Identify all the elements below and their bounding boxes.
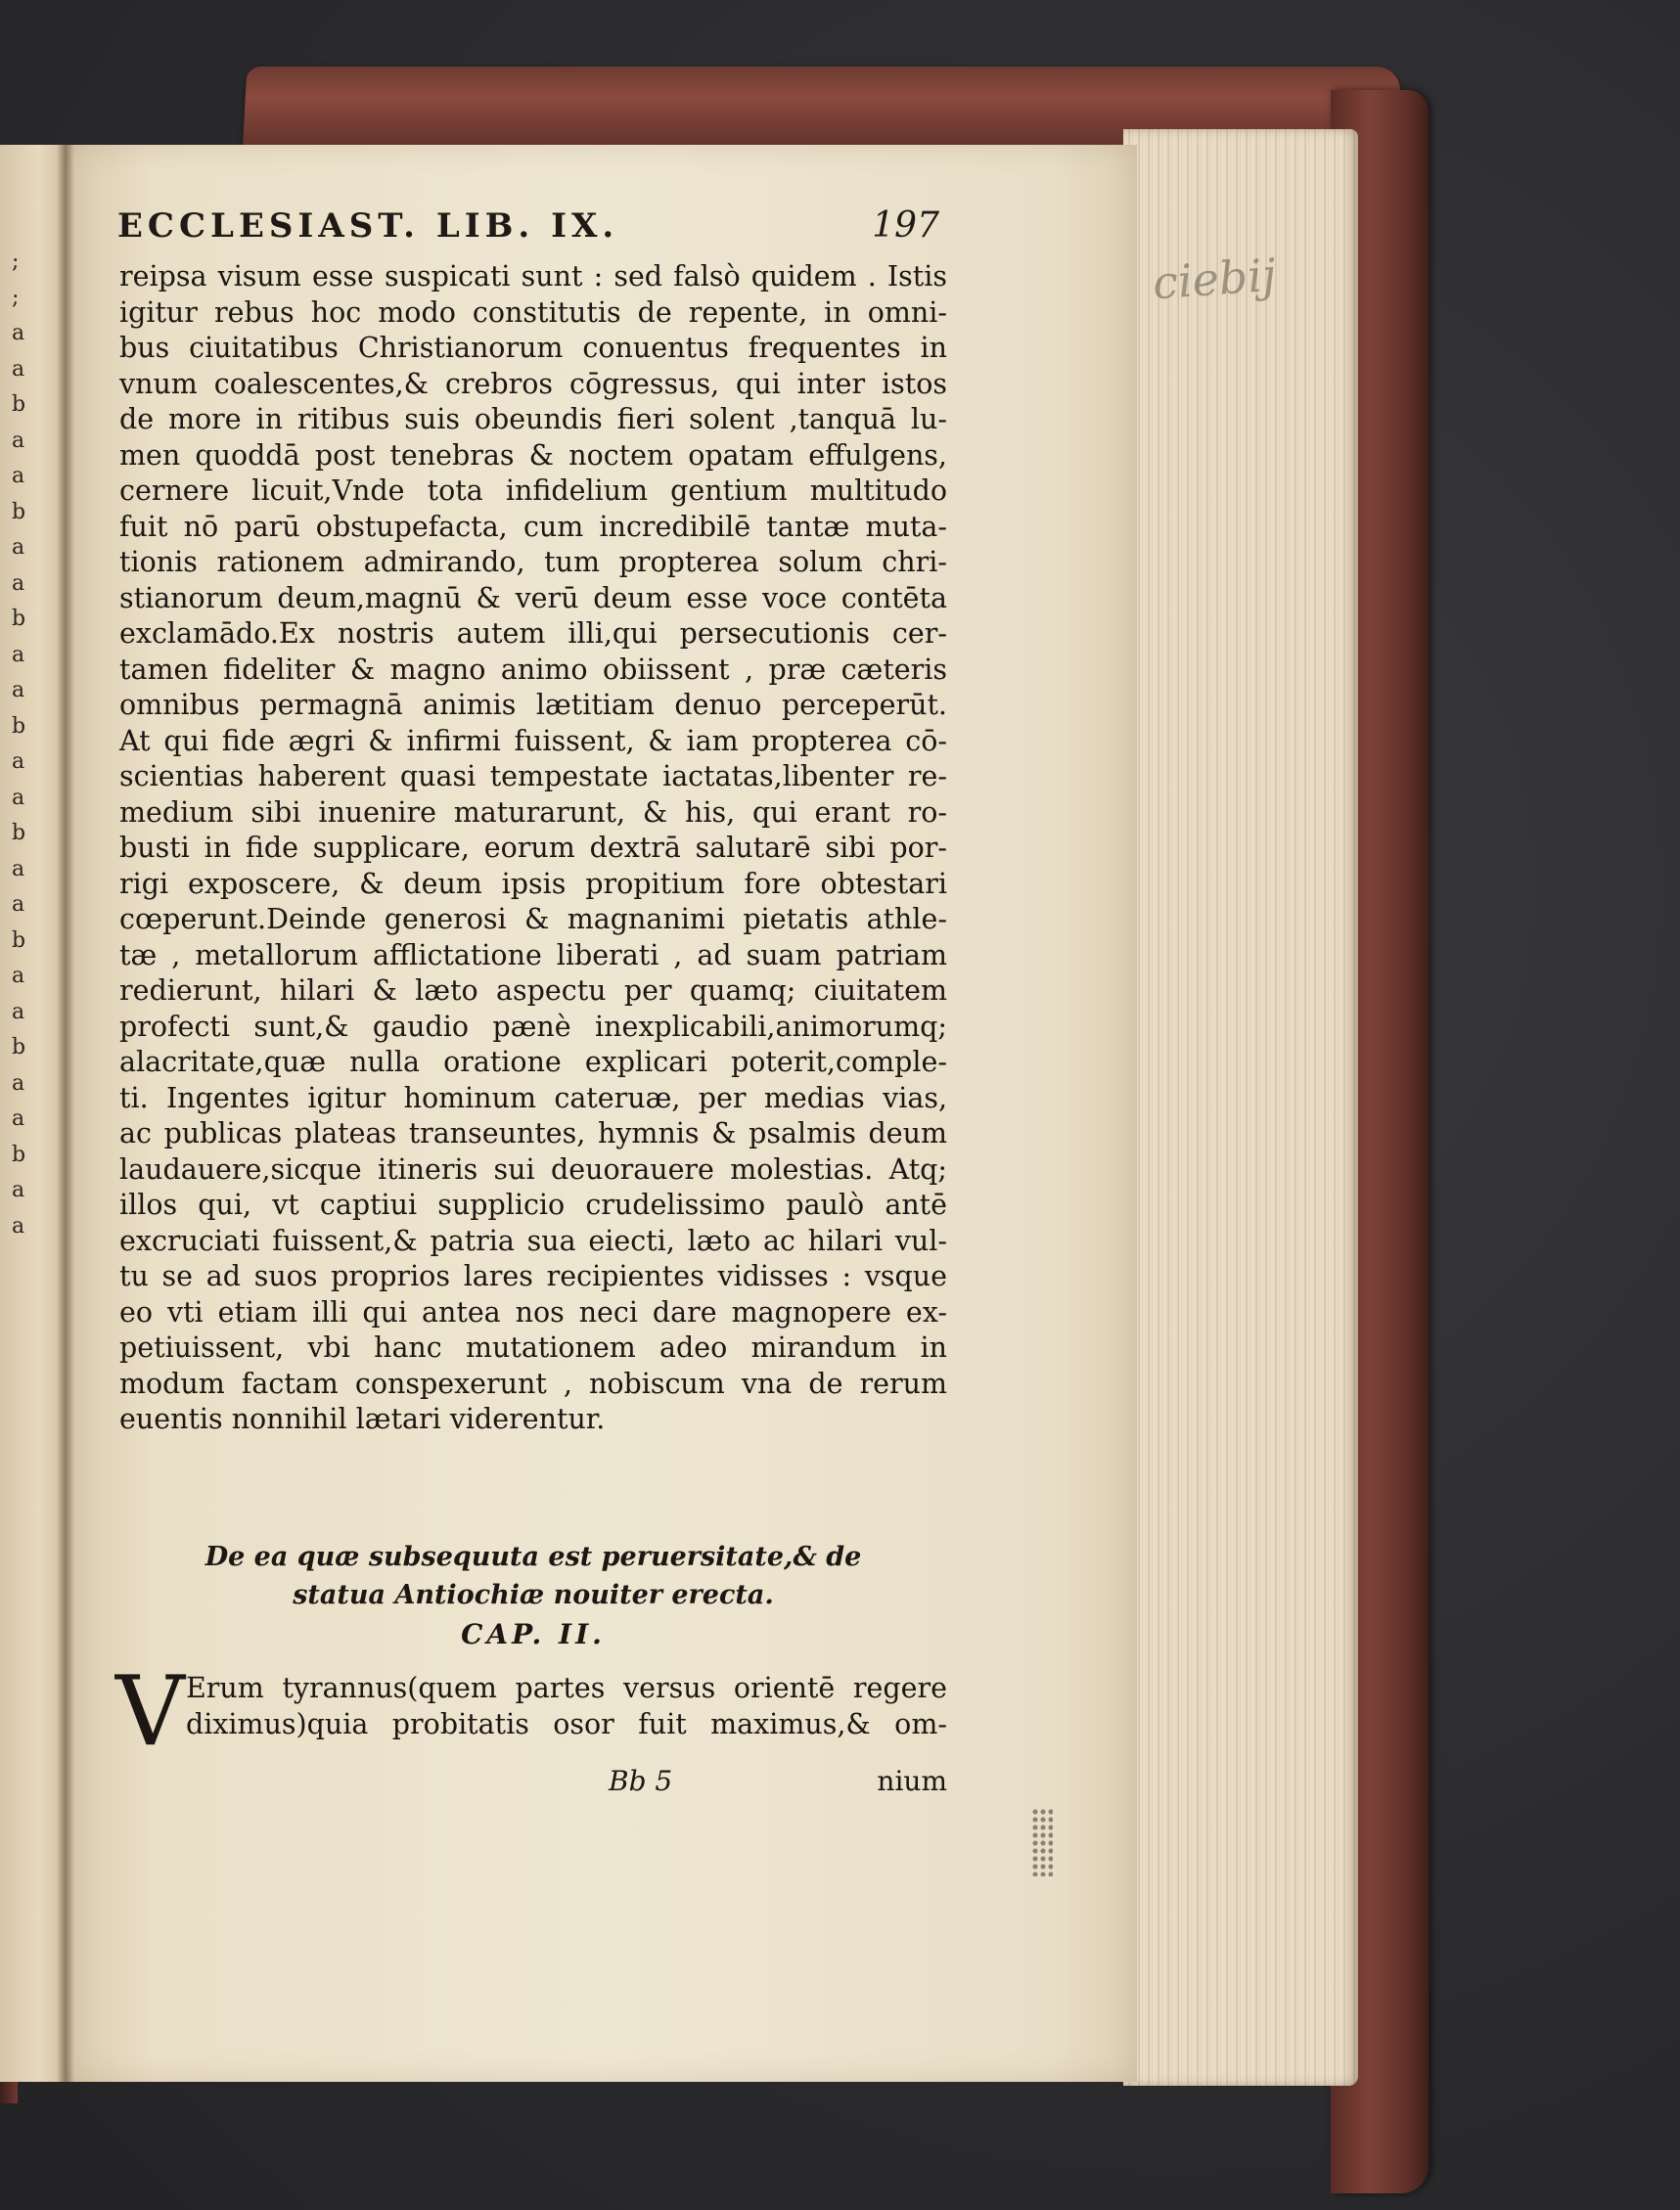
chapter-text-block bbox=[186, 1671, 947, 1742]
text-line-16: medium sibi inuenire maturarunt, & his, qui erant ro- bbox=[119, 795, 947, 829]
text-line-31: petiuissent, vbi hanc mutationem adeo mirandum in bbox=[119, 1331, 947, 1364]
left-page-fragment: a bbox=[12, 999, 25, 1024]
left-page-fragment: a bbox=[12, 321, 25, 345]
text-line-5: de more in ritibus suis obeundis fieri solent ,tanquā lu- bbox=[119, 403, 947, 435]
left-page-fragment: b bbox=[12, 1035, 26, 1060]
main-text-block bbox=[119, 259, 947, 1438]
catchword: nium bbox=[877, 1765, 947, 1797]
text-line-4: vnum coalescentes,& crebros cōgressus, qui inter istos bbox=[119, 367, 947, 400]
text-line-20: tæ , metallorum afflictatione liberati , ad suam patriam bbox=[119, 938, 947, 971]
left-page-fragment: b bbox=[12, 499, 26, 524]
left-page-fragment: a bbox=[12, 464, 25, 488]
chapter-heading bbox=[119, 1538, 947, 1653]
text-line-19: cœperunt.Deinde generosi & magnanimi pietatis athle- bbox=[119, 903, 947, 935]
text-line-1: reipsa visum esse suspicati sunt : sed falsò quidem . Istis bbox=[119, 260, 947, 293]
chapter-heading-line-1: De ea quæ subsequuta est peruersitate,& de bbox=[204, 1542, 862, 1572]
left-page-fragment: a bbox=[12, 535, 25, 560]
library-stamp bbox=[1031, 1808, 1053, 1876]
left-page-fragment: b bbox=[12, 713, 26, 739]
text-line-3: bus ciuitatibus Christianorum conuentus frequentes in bbox=[119, 332, 947, 364]
left-page-fragment: a bbox=[12, 428, 25, 453]
page-number: 197 bbox=[872, 205, 939, 246]
text-line-23: alacritate,quæ nulla oratione explicari poterit,comple- bbox=[119, 1046, 947, 1078]
text-line-13: omnibus permagnā animis lætitiam denuo perceperūt. bbox=[119, 689, 947, 721]
left-page-fragment: b bbox=[12, 821, 26, 845]
text-line-32: modum factam conspexerunt , nobiscum vna de rerum bbox=[119, 1367, 947, 1400]
page-footer bbox=[119, 1765, 947, 1804]
text-line-6: men quoddā post tenebras & noctem opatam effulgens, bbox=[119, 438, 947, 472]
left-page-fragment: a bbox=[12, 1106, 25, 1131]
page-fore-edge bbox=[1123, 129, 1358, 2086]
chapter-number: CAP. II. bbox=[461, 1618, 606, 1650]
text-line-12: tamen fideliter & magno animo obiissent , præ cæteris bbox=[119, 653, 947, 686]
running-head bbox=[117, 205, 939, 254]
book-gutter bbox=[57, 145, 74, 2082]
text-line-9: tionis rationem admirando, tum propterea solum chri- bbox=[119, 546, 947, 578]
left-page-fragment: ; bbox=[12, 249, 20, 274]
text-line-24: ti. Ingentes igitur hominum cateruæ, per medias vias, bbox=[119, 1081, 947, 1114]
text-line-21: redierunt, hilari & læto aspectu per quamq; ciuitatem bbox=[119, 974, 947, 1007]
text-line-25: ac publicas plateas transeuntes, hymnis & psalmis deum bbox=[119, 1117, 947, 1150]
text-line-11: exclamādo.Ex nostris autem illi,qui persecutionis cer- bbox=[119, 617, 947, 650]
left-page-fragment: b bbox=[12, 1142, 26, 1167]
text-line-22: profecti sunt,& gaudio pænè inexplicabili,animorumq; bbox=[119, 1010, 947, 1043]
text-line-10: stianorum deum,magnū & verū deum esse voce contēta bbox=[119, 581, 947, 614]
left-page-fragment: a bbox=[12, 785, 25, 810]
text-line-29: tu se ad suos proprios lares recipientes vidisses : vsque bbox=[119, 1260, 947, 1292]
left-page-fragment: ; bbox=[12, 285, 20, 310]
signature-mark: Bb 5 bbox=[609, 1765, 673, 1797]
text-line-7: cernere licuit,Vnde tota infidelium gentium multitudo bbox=[119, 474, 947, 507]
left-page-fragment: a bbox=[12, 570, 25, 596]
text-line-26: laudauere,sicque itineris sui deuorauere molestias. Atq; bbox=[119, 1152, 947, 1186]
left-page-fragment: a bbox=[12, 642, 25, 667]
text-line-28: excruciati fuissent,& patria sua eiecti, læto ac hilari vul- bbox=[119, 1224, 947, 1257]
left-page-fragment: a bbox=[12, 356, 25, 382]
text-line-14: At qui fide ægri & infirmi fuissent, & iam propterea cō- bbox=[119, 724, 947, 757]
running-head-title: ECCLESIAST. LIB. IX. bbox=[117, 206, 619, 246]
left-page-fragment: a bbox=[12, 678, 25, 702]
left-page-fragment: a bbox=[12, 749, 25, 774]
chapter-text-line-1: Erum tyrannus(quem partes versus orientē regere bbox=[186, 1672, 947, 1704]
drop-cap-initial: V bbox=[115, 1656, 185, 1768]
chapter-text-line-2: diximus)quia probitatis osor fuit maximus,& om- bbox=[186, 1707, 947, 1740]
text-line-8: fuit nō parū obstupefacta, cum incredibilē tantæ muta- bbox=[119, 510, 947, 543]
text-line-27: illos qui, vt captiui supplicio crudelissimo paulò antē bbox=[119, 1189, 947, 1221]
text-line-2: igitur rebus hoc modo constitutis de repente, in omni- bbox=[119, 295, 947, 329]
text-line-30: eo vti etiam illi qui antea nos neci dare magnopere ex- bbox=[119, 1295, 947, 1329]
left-page-fragment: a bbox=[12, 856, 25, 881]
left-page-fragment: a bbox=[12, 1070, 25, 1096]
left-page-fragment: a bbox=[12, 1213, 25, 1239]
left-page-fragment: a bbox=[12, 892, 25, 917]
text-line-15: scientias haberent quasi tempestate iactatas,libenter re- bbox=[119, 760, 947, 792]
text-line-33: euentis nonnihil lætari viderentur. bbox=[119, 1403, 606, 1435]
left-page-fragment: b bbox=[12, 607, 26, 631]
chapter-heading-line-2: statua Antiochiæ nouiter erecta. bbox=[293, 1580, 774, 1610]
marginal-handwritten-note: ciebij bbox=[1151, 248, 1278, 310]
left-page-fragment: a bbox=[12, 1178, 25, 1202]
left-page-fragment: b bbox=[12, 927, 26, 953]
left-page-fragment: b bbox=[12, 392, 26, 417]
text-line-17: busti in fide supplicare, eorum dextrā salutarē sibi por- bbox=[119, 832, 947, 864]
text-line-18: rigi exposcere, & deum ipsis propitium fore obtestari bbox=[119, 867, 947, 900]
left-page-fragment: a bbox=[12, 964, 25, 988]
left-page-text-fragments bbox=[12, 245, 41, 1244]
